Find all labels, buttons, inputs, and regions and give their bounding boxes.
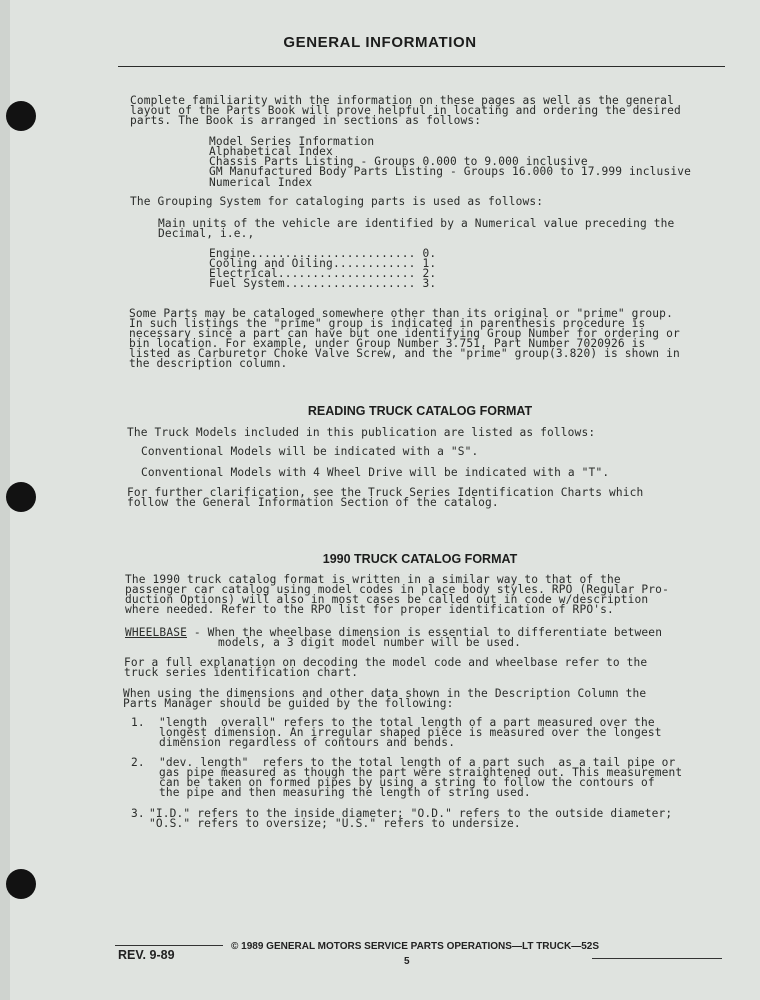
group-entry: Fuel System................... 3. <box>209 277 437 290</box>
clarification-line: follow the General Information Section of the catalog. <box>127 496 499 509</box>
section-item: Numerical Index <box>209 176 313 189</box>
grouping-intro: The Grouping System for cataloging parts is used as follows: <box>130 195 544 208</box>
dimensions-intro-line: When using the dimensions and other data shown in the Description Column the <box>123 687 647 700</box>
reading-line: Conventional Models with 4 Wheel Drive will be indicated with a "T". <box>141 466 610 479</box>
list-number: 2. <box>131 756 145 769</box>
wheelbase-line: models, a 3 digit model number will be used. <box>218 636 521 649</box>
intro-line: layout of the Parts Book will prove helpful in locating and ordering the desired <box>130 104 681 117</box>
prime-paragraph-line: bin location. For example, under Group Number 3.751, Part Number 7020926 is <box>129 337 646 350</box>
page-title: GENERAL INFORMATION <box>283 34 477 51</box>
section-item: Model Series Information <box>209 135 375 148</box>
intro-line: parts. The Book is arranged in sections as follows: <box>130 114 482 127</box>
list-number: 3. <box>131 807 145 820</box>
main-units-line: Decimal, i.e., <box>158 227 255 240</box>
prime-paragraph-line: listed as Carburetor Choke Valve Screw, and the "prime" group(3.820) is shown in <box>129 347 680 360</box>
section-item: Alphabetical Index <box>209 145 333 158</box>
format-paragraph-line: passenger car catalog using model codes in place body styles. RPO (Regular Pro- <box>125 583 669 596</box>
wheelbase-text: - When the wheelbase dimension is essential to differentiate between <box>186 626 663 639</box>
prime-paragraph-line: necessary since a part can have but one identifying Group Number for ordering or <box>129 327 680 340</box>
title-rule <box>118 66 725 67</box>
punch-hole-top <box>6 101 36 131</box>
list-item-line: "I.D." refers to the inside diameter; "O.D." refers to the outside diameter; <box>149 807 673 820</box>
intro-line: Complete familiarity with the information on these pages as well as the general <box>130 94 674 107</box>
explanation-line: For a full explanation on decoding the model code and wheelbase refer to the <box>124 656 648 669</box>
list-item-line: the pipe and then measuring the length of string used. <box>159 786 531 799</box>
group-entry: Engine........................ 0. <box>209 247 437 260</box>
revision-label: REV. 9-89 <box>118 948 175 962</box>
format-paragraph-line: duction Options) will also in most cases be called out in code w/description <box>125 593 649 606</box>
list-item-line: dimension regardless of contours and bends. <box>159 736 456 749</box>
catalog-format-heading: 1990 TRUCK CATALOG FORMAT <box>322 552 518 566</box>
reading-line: The Truck Models included in this publication are listed as follows: <box>127 426 596 439</box>
clarification-line: For further clarification, see the Truck Series Identification Charts which <box>127 486 644 499</box>
format-paragraph-line: where needed. Refer to the RPO list for proper identification of RPO's. <box>125 603 614 616</box>
list-item-line: gas pipe measured as though the part were straightened out. This measurement <box>159 766 683 779</box>
group-entry: Cooling and Oiling............ 1. <box>209 257 437 270</box>
punch-hole-middle <box>6 482 36 512</box>
copyright-text: © 1989 GENERAL MOTORS SERVICE PARTS OPERATIONS—LT TRUCK—52S <box>231 941 599 952</box>
explanation-line: truck series identification chart. <box>124 666 359 679</box>
list-item-line: can be taken on formed pipes by using a string to follow the contours of <box>159 776 655 789</box>
list-item-line: longest dimension. An irregular shaped piece is measured over the longest <box>159 726 662 739</box>
prime-paragraph-line: In such listings the "prime" group is indicated in parenthesis procedure is <box>129 317 646 330</box>
format-paragraph-line: The 1990 truck catalog format is written in a similar way to that of the <box>125 573 621 586</box>
list-item-line: "length overall" refers to the total length of a part measured over the <box>159 716 655 729</box>
list-number: 1. <box>131 716 145 729</box>
punch-hole-bottom <box>6 869 36 899</box>
dimensions-intro-line: Parts Manager should be guided by the following: <box>123 697 454 710</box>
footer-rule-right <box>592 958 722 959</box>
footer-rule-left <box>115 945 223 946</box>
list-item-line: "dev. length" refers to the total length of a part such as a tail pipe or <box>159 756 676 769</box>
section-item: Chassis Parts Listing - Groups 0.000 to 9.000 inclusive <box>209 155 588 168</box>
reading-line: Conventional Models will be indicated with a "S". <box>141 445 479 458</box>
reading-format-heading: READING TRUCK CATALOG FORMAT <box>307 404 533 418</box>
main-units-line: Main units of the vehicle are identified by a Numerical value preceding the <box>158 217 675 230</box>
prime-paragraph-line: the description column. <box>129 357 288 370</box>
list-item-line: "O.S." refers to oversize; "U.S." refers to undersize. <box>149 817 521 830</box>
section-item: GM Manufactured Body Parts Listing - Groups 16.000 to 17.999 inclusive <box>209 165 691 178</box>
wheelbase-label: WHEELBASE <box>125 626 187 639</box>
group-entry: Electrical.................... 2. <box>209 267 437 280</box>
prime-paragraph-line: Some Parts may be cataloged somewhere other than its original or "prime" group. <box>129 307 673 320</box>
page-footer <box>0 935 760 975</box>
page-number: 5 <box>404 956 410 967</box>
